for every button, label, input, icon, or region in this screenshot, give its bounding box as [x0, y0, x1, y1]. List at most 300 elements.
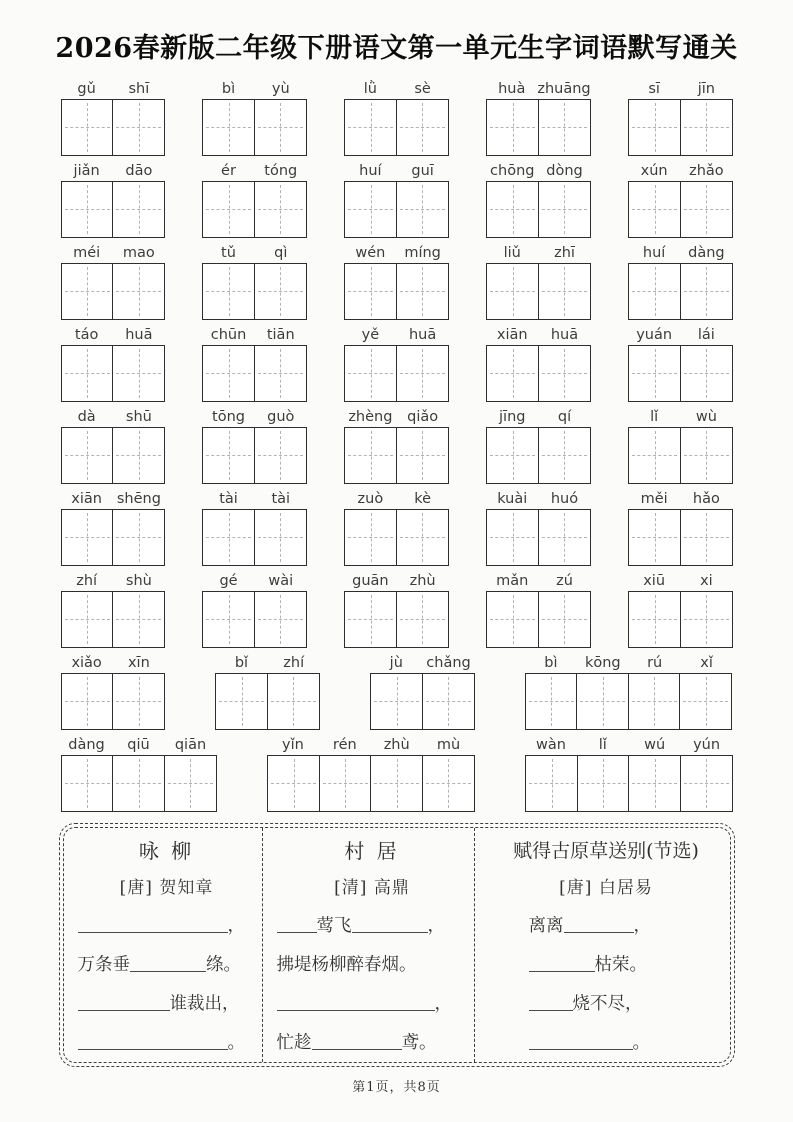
word-group: [525, 654, 733, 730]
writing-box: [112, 427, 165, 484]
writing-box: [112, 345, 165, 402]
pinyin-syllable: lǐ: [650, 408, 659, 425]
pinyin-syllable: qí: [557, 408, 572, 425]
pinyin-syllable: qì: [274, 244, 288, 261]
box-horizontal-guide: [258, 455, 303, 456]
writing-box: [370, 673, 423, 730]
pinyin-row: [61, 572, 166, 590]
writing-box: [112, 181, 165, 238]
poem-line: [277, 985, 468, 1024]
writing-box: [628, 427, 681, 484]
boxes-row: [61, 345, 166, 402]
box-horizontal-guide: [348, 373, 393, 374]
word-row: [61, 736, 733, 812]
pinyin-syllable: míng: [404, 244, 441, 261]
writing-box: [61, 509, 114, 566]
word-row: [61, 572, 733, 648]
pinyin-syllable: zhǎo: [689, 162, 724, 179]
word-group: [486, 490, 591, 566]
pinyin-syllable: huā: [550, 326, 579, 343]
writing-box: [679, 673, 732, 730]
box-horizontal-guide: [65, 373, 110, 374]
box-horizontal-guide: [400, 619, 445, 620]
box-horizontal-guide: [258, 291, 303, 292]
boxes-row: [628, 99, 733, 156]
answer-blank: [78, 992, 170, 1011]
pinyin-row: [628, 490, 733, 508]
pinyin-syllable: yě: [361, 326, 380, 343]
pinyin-row: [486, 162, 591, 180]
writing-box: [344, 263, 397, 320]
word-group: [344, 162, 449, 238]
boxes-row: [61, 509, 166, 566]
pinyin-syllable: mao: [122, 244, 155, 261]
box-horizontal-guide: [206, 537, 251, 538]
word-row: [61, 80, 733, 156]
writing-box: [396, 427, 449, 484]
word-group: [61, 244, 166, 320]
pinyin-row: [61, 408, 166, 426]
boxes-row: [486, 181, 591, 238]
pinyin-row: [202, 490, 307, 508]
box-horizontal-guide: [490, 127, 535, 128]
pinyin-row: [202, 572, 307, 590]
writing-box: [628, 755, 681, 812]
box-horizontal-guide: [374, 701, 419, 702]
writing-box: [422, 755, 475, 812]
box-horizontal-guide: [206, 373, 251, 374]
answer-blank: [277, 992, 435, 1011]
word-group: [344, 408, 449, 484]
word-group: [628, 162, 733, 238]
writing-box: [538, 509, 591, 566]
poem-text: ，: [434, 993, 452, 1014]
poem-cun-ju: [262, 828, 474, 1062]
boxes-row: [628, 591, 733, 648]
word-row: [61, 408, 733, 484]
pinyin-syllable: zhí: [76, 572, 98, 589]
poem-line: [277, 946, 468, 985]
pinyin-syllable: tài: [271, 490, 291, 507]
writing-box: [267, 755, 320, 812]
word-group: [344, 326, 449, 402]
pinyin-syllable: dàng: [68, 736, 105, 753]
word-group: [202, 244, 307, 320]
box-horizontal-guide: [116, 455, 161, 456]
poem-text: 。: [632, 1032, 650, 1053]
writing-box: [525, 673, 578, 730]
word-group: [628, 408, 733, 484]
word-group: [202, 490, 307, 566]
box-horizontal-guide: [348, 619, 393, 620]
writing-box: [202, 181, 255, 238]
word-group: [267, 736, 475, 812]
boxes-row: [344, 591, 449, 648]
writing-box: [61, 591, 114, 648]
box-horizontal-guide: [65, 619, 110, 620]
box-horizontal-guide: [65, 537, 110, 538]
boxes-row: [486, 99, 591, 156]
writing-box: [202, 345, 255, 402]
pinyin-syllable: guān: [352, 572, 389, 589]
writing-box: [112, 673, 165, 730]
box-horizontal-guide: [116, 537, 161, 538]
writing-box: [486, 99, 539, 156]
writing-box: [61, 99, 114, 156]
poem-line: [489, 1024, 724, 1063]
answer-blank: [352, 914, 428, 933]
pinyin-syllable: sè: [414, 80, 431, 97]
pinyin-syllable: wén: [355, 244, 386, 261]
word-group: [628, 572, 733, 648]
box-horizontal-guide: [542, 373, 587, 374]
pinyin-syllable: jù: [389, 654, 403, 671]
word-group: [61, 736, 217, 812]
poem-line: [277, 907, 468, 946]
box-horizontal-guide: [684, 209, 729, 210]
box-horizontal-guide: [400, 209, 445, 210]
box-horizontal-guide: [400, 127, 445, 128]
box-horizontal-guide: [323, 783, 368, 784]
box-horizontal-guide: [348, 209, 393, 210]
writing-box: [112, 591, 165, 648]
pinyin-row: [486, 80, 591, 98]
pinyin-syllable: guò: [267, 408, 295, 425]
word-group: [628, 490, 733, 566]
poem-line: [489, 985, 724, 1024]
box-horizontal-guide: [683, 701, 728, 702]
writing-box: [628, 263, 681, 320]
pinyin-syllable: xi: [700, 572, 713, 589]
pinyin-row: [486, 408, 591, 426]
pinyin-row: [486, 244, 591, 262]
writing-box: [254, 591, 307, 648]
poem-text: 枯荣。: [594, 954, 647, 975]
pinyin-row: [344, 408, 449, 426]
writing-box: [254, 181, 307, 238]
pinyin-row: [202, 162, 307, 180]
box-horizontal-guide: [348, 537, 393, 538]
pinyin-syllable: tài: [219, 490, 238, 507]
pinyin-syllable: qiān: [174, 736, 207, 753]
pinyin-syllable: rú: [647, 654, 663, 671]
box-horizontal-guide: [348, 291, 393, 292]
pinyin-row: [628, 326, 733, 344]
pinyin-syllable: ér: [221, 162, 236, 179]
pinyin-syllable: kè: [414, 490, 432, 507]
box-horizontal-guide: [684, 537, 729, 538]
pinyin-syllable: táo: [74, 326, 99, 343]
pinyin-row: [344, 326, 449, 344]
writing-box: [680, 591, 733, 648]
pinyin-syllable: méi: [73, 244, 101, 261]
pinyin-syllable: dà: [77, 408, 96, 425]
boxes-row: [344, 345, 449, 402]
writing-box: [344, 99, 397, 156]
box-horizontal-guide: [426, 783, 471, 784]
poem-author: [唐] 白居易: [559, 877, 653, 898]
pinyin-syllable: zhù: [383, 736, 410, 753]
boxes-row: [202, 591, 307, 648]
pinyin-syllable: yún: [693, 736, 721, 753]
box-horizontal-guide: [684, 455, 729, 456]
boxes-row: [370, 673, 475, 730]
pinyin-syllable: dāo: [125, 162, 153, 179]
box-horizontal-guide: [206, 455, 251, 456]
word-group: [344, 244, 449, 320]
poem-title: 咏 柳: [138, 838, 195, 863]
box-horizontal-guide: [116, 373, 161, 374]
box-horizontal-guide: [490, 291, 535, 292]
box-horizontal-guide: [400, 373, 445, 374]
pinyin-row: [525, 736, 733, 754]
pinyin-syllable: zhuāng: [537, 80, 591, 97]
word-group: [61, 490, 166, 566]
box-horizontal-guide: [490, 537, 535, 538]
answer-blank: [529, 1031, 633, 1050]
answer-blank: [78, 914, 228, 933]
word-group: [61, 572, 166, 648]
writing-box: [538, 99, 591, 156]
pinyin-syllable: zhù: [409, 572, 436, 589]
writing-box: [680, 181, 733, 238]
box-horizontal-guide: [490, 373, 535, 374]
boxes-row: [486, 427, 591, 484]
writing-box: [112, 755, 165, 812]
word-group: [486, 572, 591, 648]
box-horizontal-guide: [542, 127, 587, 128]
poem-line: [78, 1024, 256, 1063]
boxes-row: [628, 263, 733, 320]
box-horizontal-guide: [632, 209, 677, 210]
box-horizontal-guide: [168, 783, 213, 784]
pinyin-row: [202, 244, 307, 262]
writing-box: [486, 181, 539, 238]
box-horizontal-guide: [632, 373, 677, 374]
box-horizontal-guide: [632, 455, 677, 456]
boxes-row: [61, 263, 166, 320]
answer-blank: [564, 914, 634, 933]
boxes-row: [267, 755, 475, 812]
box-horizontal-guide: [258, 209, 303, 210]
box-horizontal-guide: [206, 619, 251, 620]
pinyin-syllable: zú: [556, 572, 573, 589]
writing-box: [396, 99, 449, 156]
poem-text: 万条垂: [77, 954, 130, 975]
writing-box: [202, 99, 255, 156]
word-group: [61, 408, 166, 484]
pinyin-syllable: gǔ: [77, 80, 96, 97]
boxes-row: [202, 345, 307, 402]
writing-box: [254, 427, 307, 484]
poem-text: 忙趁: [276, 1032, 312, 1053]
box-horizontal-guide: [258, 537, 303, 538]
pinyin-syllable: tǔ: [221, 244, 236, 261]
pinyin-row: [370, 654, 475, 672]
writing-box: [61, 755, 114, 812]
writing-box: [538, 427, 591, 484]
pinyin-syllable: shī: [128, 80, 150, 97]
pinyin-syllable: zuò: [357, 490, 384, 507]
pinyin-row: [61, 736, 217, 754]
poem-line: [277, 1024, 468, 1063]
box-horizontal-guide: [206, 127, 251, 128]
writing-box: [486, 345, 539, 402]
writing-box: [396, 263, 449, 320]
pinyin-row: [202, 80, 307, 98]
writing-box: [319, 755, 372, 812]
boxes-row: [344, 181, 449, 238]
pinyin-row: [344, 572, 449, 590]
box-horizontal-guide: [348, 127, 393, 128]
box-horizontal-guide: [426, 701, 471, 702]
word-group: [202, 80, 307, 156]
pinyin-syllable: wú: [644, 736, 666, 753]
pinyin-syllable: jīn: [697, 80, 715, 97]
word-row: [61, 326, 733, 402]
box-horizontal-guide: [271, 783, 316, 784]
box-horizontal-guide: [581, 783, 626, 784]
poem-title: 赋得古原草送别(节选): [513, 839, 699, 862]
box-horizontal-guide: [271, 701, 316, 702]
answer-blank: [312, 1031, 402, 1050]
pinyin-row: [486, 572, 591, 590]
box-horizontal-guide: [684, 783, 729, 784]
writing-box: [254, 99, 307, 156]
page-title: 2026春新版二年级下册语文第一单元生字词语默写通关: [55, 33, 738, 64]
word-group: [486, 80, 591, 156]
writing-box: [422, 673, 475, 730]
writing-box: [680, 263, 733, 320]
box-horizontal-guide: [116, 783, 161, 784]
word-group: [525, 736, 733, 812]
pinyin-syllable: huà: [498, 80, 526, 97]
box-horizontal-guide: [684, 291, 729, 292]
pinyin-row: [486, 326, 591, 344]
word-row: [61, 244, 733, 320]
pinyin-syllable: huā: [408, 326, 437, 343]
pinyin-syllable: huí: [642, 244, 666, 261]
writing-box: [202, 427, 255, 484]
pinyin-row: [215, 654, 320, 672]
poem-text: 谁裁出，: [169, 993, 240, 1014]
writing-box: [202, 263, 255, 320]
pinyin-syllable: xǐ: [700, 654, 713, 671]
pinyin-syllable: chōng: [490, 162, 535, 179]
writing-box: [396, 181, 449, 238]
word-group: [486, 326, 591, 402]
writing-box: [202, 591, 255, 648]
poem-fu-de-gu-yuan-cao: [474, 828, 730, 1062]
answer-blank: [529, 992, 573, 1011]
poem-author: [唐] 贺知章: [119, 877, 214, 898]
box-horizontal-guide: [632, 291, 677, 292]
box-horizontal-guide: [490, 619, 535, 620]
pinyin-row: [202, 326, 307, 344]
pinyin-syllable: tōng: [212, 408, 245, 425]
writing-box: [267, 673, 320, 730]
pinyin-syllable: zhí: [283, 654, 305, 671]
writing-box: [164, 755, 217, 812]
writing-box: [628, 345, 681, 402]
writing-box: [396, 509, 449, 566]
box-horizontal-guide: [542, 455, 587, 456]
pinyin-syllable: kuài: [497, 490, 528, 507]
pinyin-syllable: xiǎo: [71, 654, 102, 671]
poem-text: 鸢。: [401, 1032, 437, 1053]
boxes-row: [525, 755, 733, 812]
box-horizontal-guide: [632, 783, 677, 784]
pinyin-row: [628, 408, 733, 426]
boxes-row: [344, 263, 449, 320]
poem-text: ，: [633, 915, 651, 936]
word-group: [370, 654, 475, 730]
writing-box: [112, 509, 165, 566]
box-horizontal-guide: [400, 455, 445, 456]
pinyin-row: [61, 162, 166, 180]
writing-box: [486, 509, 539, 566]
writing-box: [680, 509, 733, 566]
answer-blank: [78, 1031, 228, 1050]
pinyin-syllable: lái: [697, 326, 715, 343]
pinyin-syllable: bǐ: [234, 654, 249, 671]
writing-box: [538, 591, 591, 648]
boxes-row: [61, 755, 217, 812]
pinyin-syllable: dòng: [546, 162, 583, 179]
pinyin-syllable: jiǎn: [73, 162, 100, 179]
box-horizontal-guide: [258, 619, 303, 620]
pinyin-row: [628, 162, 733, 180]
writing-box: [61, 181, 114, 238]
pinyin-syllable: měi: [640, 490, 668, 507]
pinyin-syllable: yǐn: [282, 736, 304, 753]
pinyin-row: [61, 244, 166, 262]
word-group: [202, 162, 307, 238]
pinyin-syllable: yù: [271, 80, 290, 97]
writing-box: [680, 345, 733, 402]
box-horizontal-guide: [65, 701, 110, 702]
box-horizontal-guide: [490, 455, 535, 456]
word-group: [628, 244, 733, 320]
poem-text: 离离: [528, 915, 564, 936]
pinyin-row: [628, 244, 733, 262]
box-horizontal-guide: [400, 537, 445, 538]
boxes-row: [202, 181, 307, 238]
word-group: [61, 326, 166, 402]
poem-author: [清] 高鼎: [334, 877, 410, 898]
box-horizontal-guide: [542, 291, 587, 292]
pinyin-syllable: tiān: [266, 326, 295, 343]
writing-box: [538, 263, 591, 320]
pinyin-row: [61, 490, 166, 508]
pinyin-row: [344, 244, 449, 262]
box-horizontal-guide: [542, 537, 587, 538]
pinyin-syllable: zhèng: [348, 408, 393, 425]
word-group: [61, 654, 166, 730]
box-horizontal-guide: [684, 373, 729, 374]
writing-box: [628, 181, 681, 238]
box-horizontal-guide: [65, 291, 110, 292]
pinyin-syllable: bì: [544, 654, 558, 671]
poem-line: [489, 946, 724, 985]
pinyin-syllable: xiān: [71, 490, 102, 507]
pinyin-row: [525, 654, 733, 672]
word-group: [215, 654, 320, 730]
box-horizontal-guide: [116, 291, 161, 292]
pinyin-syllable: chūn: [210, 326, 247, 343]
pinyin-syllable: lǐ: [598, 736, 607, 753]
box-horizontal-guide: [632, 619, 677, 620]
